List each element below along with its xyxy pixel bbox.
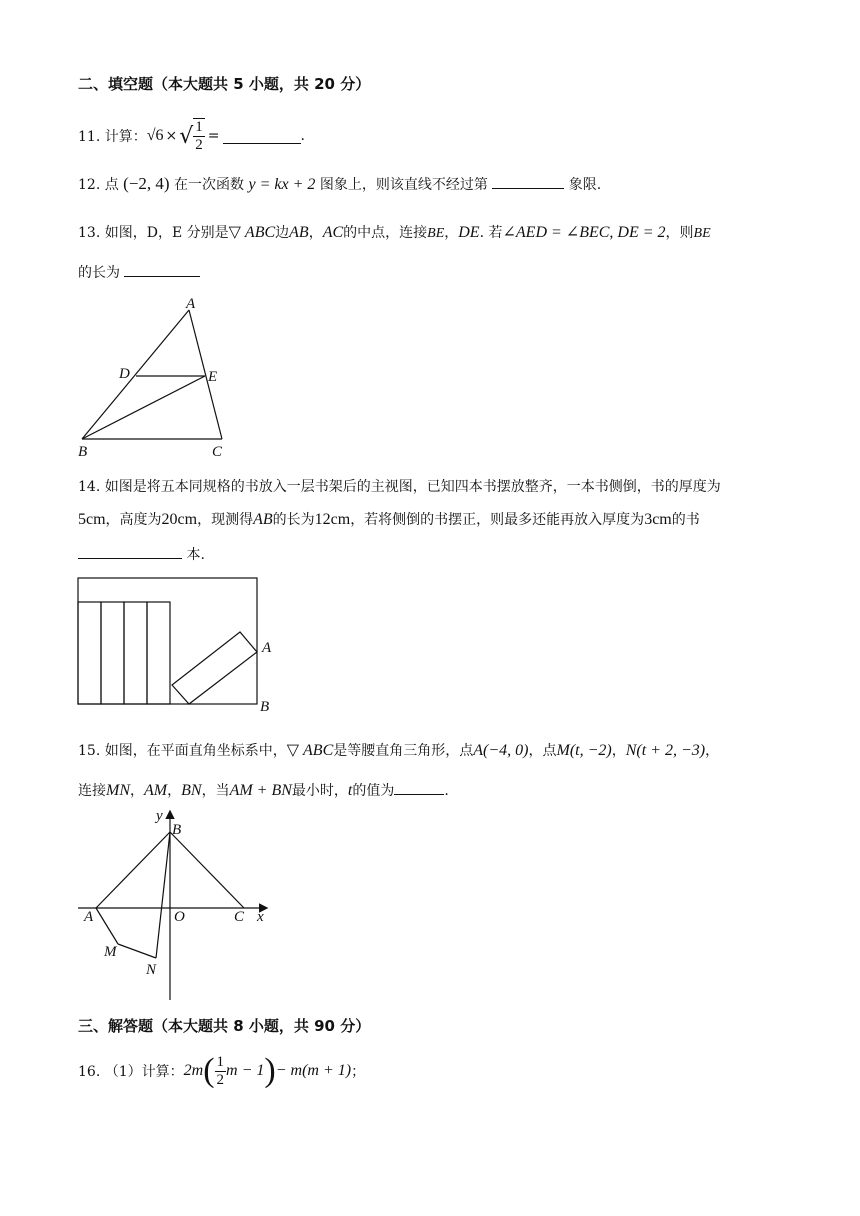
label-c: C (234, 909, 245, 925)
q15-text-2e: 最小时， (291, 783, 348, 799)
section-heading-solutions: 三、解答题（本大题共 8 小题，共 90 分） (78, 1017, 371, 1035)
q13-condition: ∠AED = ∠BEC, DE = 2 (502, 224, 666, 241)
q16-minus-m: − m (275, 1062, 303, 1079)
q15-triangle: ▽ ABC (286, 742, 334, 759)
q14-ab: AB (253, 511, 273, 528)
q16-second-term: (m + 1) (302, 1062, 352, 1079)
q12-prefix: 12. 点 (78, 177, 119, 193)
q16-paren-close: ) (264, 1052, 276, 1089)
q11-sqrt6: √6 (146, 127, 164, 144)
segment-ba (82, 310, 189, 439)
q12-function: y = kx + 2 (248, 176, 316, 193)
q16-coef: 2m (183, 1062, 204, 1079)
q13-text-c: ， (308, 225, 323, 241)
book-4 (147, 602, 170, 704)
q12-mid1: 在一次函数 (174, 177, 245, 193)
label-y: y (156, 808, 163, 824)
q11-prefix: 11. 计算： (78, 129, 147, 145)
label-b: B (78, 444, 88, 460)
q13-line2-text: 的长为 (78, 265, 120, 281)
book-2 (101, 602, 124, 704)
q15-am: AM (144, 782, 168, 799)
question-15-line2 (78, 780, 449, 800)
q14-text-c: 的长为 (272, 512, 315, 528)
label-b: B (260, 699, 270, 715)
q13-text-e: ， (444, 225, 459, 241)
q13-be: BE (427, 226, 445, 241)
q16-inner: m − 1 (226, 1062, 265, 1079)
q13-text-g: ，则 (665, 225, 694, 241)
question-14-line2 (78, 509, 700, 529)
q15-coordinate-figure (74, 804, 274, 1004)
q15-point-m: M(t, −2) (556, 742, 612, 759)
q13-de: DE (458, 224, 480, 241)
q14-text-d: ，若将侧倒的书摆正，则最多还能再放入厚度为 (350, 512, 645, 528)
segment-be (82, 376, 205, 439)
book-1 (78, 602, 101, 704)
q15-point-a: A(−4, 0) (473, 742, 529, 759)
question-14-line3 (78, 544, 205, 564)
book-3 (124, 602, 147, 704)
q13-triangle: ▽ ABC (228, 224, 276, 241)
q15-text-a: 15. 如图，在平面直角坐标系中， (78, 743, 287, 759)
q14-thickness: 5cm (78, 511, 106, 528)
q11-fraction (193, 118, 205, 154)
label-a: A (186, 296, 196, 312)
q15-t: t (347, 782, 353, 799)
question-13-line1 (78, 222, 711, 242)
q14-ab-length: 12cm (314, 511, 351, 528)
q13-text-d: 的中点，连接 (343, 225, 428, 241)
q15-text-c: ，点 (528, 743, 557, 759)
q14-text-a: ，高度为 (105, 512, 162, 528)
label-o: O (174, 909, 185, 925)
q11-sqrt-sign: √ (179, 123, 194, 149)
q11-frac-den: 2 (195, 137, 203, 153)
label-a: A (84, 909, 94, 925)
q15-text-2c: ， (167, 783, 182, 799)
q16-prefix: 16. （1）计算： (78, 1064, 184, 1080)
q14-line1-text: 14. 如图是将五本同规格的书放入一层书架后的主视图，已知四本书摆放整齐，一本书侧倒，书的厚度为 (78, 479, 721, 495)
q15-text-2d: ，当 (201, 783, 230, 799)
q13-answer-blank[interactable] (124, 262, 200, 277)
section-heading-fill-in: 二、填空题（本大题共 5 小题，共 20 分） (78, 75, 371, 93)
q16-fraction (215, 1054, 227, 1089)
question-14-line1 (78, 476, 721, 496)
segment-am (96, 908, 118, 944)
q16-end: ； (351, 1064, 366, 1080)
q15-point-n: N(t + 2, −3) (625, 742, 706, 759)
label-n: N (146, 962, 157, 978)
label-c: C (212, 444, 223, 460)
segment-mn (118, 944, 156, 958)
q15-text-d: ， (611, 743, 626, 759)
q13-ab: AB (289, 224, 309, 241)
segment-nb (156, 832, 170, 958)
question-15-line1 (78, 740, 719, 760)
question-12 (78, 174, 601, 194)
q15-text-e: ， (705, 743, 720, 759)
label-b: B (172, 822, 182, 838)
q14-text-b: ，现测得 (197, 512, 254, 528)
q11-times: × (165, 128, 178, 144)
q12-end: 象限. (568, 177, 602, 193)
q14-height: 20cm (161, 511, 198, 528)
q12-point: (−2, 4) (123, 174, 170, 193)
q14-thickness2: 3cm (644, 511, 672, 528)
label-a: A (262, 640, 272, 656)
segment-bc (170, 832, 244, 908)
label-x: x (257, 909, 264, 925)
q12-mid2: 图象上，则该直线不经过第 (319, 177, 488, 193)
q15-text-2a: 连接 (78, 783, 106, 799)
q15-end: . (444, 783, 449, 799)
q11-equals: = (207, 128, 220, 144)
q13-be2: BE (693, 226, 711, 241)
q13-triangle-figure (74, 292, 234, 460)
q15-text-b: 是等腰直角三角形，点 (333, 743, 474, 759)
q16-paren-open: ( (203, 1052, 215, 1089)
q15-text-2f: 的值为 (352, 783, 395, 799)
q11-frac-num: 1 (195, 119, 203, 135)
q15-mn: MN (106, 782, 130, 799)
q12-answer-blank[interactable] (492, 174, 564, 189)
question-16 (78, 1048, 365, 1094)
shelf-frame (78, 578, 257, 704)
q13-text-b: 边 (275, 225, 290, 241)
q11-answer-blank[interactable] (223, 129, 301, 144)
question-11 (78, 116, 305, 156)
label-m: M (104, 944, 117, 960)
q15-sum: AM + BN (229, 782, 292, 799)
label-d: D (119, 366, 130, 382)
q14-text-e: 的书 (671, 512, 700, 528)
q13-text-a: 13. 如图，D，E 分别是 (78, 225, 229, 241)
q14-answer-blank[interactable] (78, 544, 182, 559)
question-13-line2 (78, 262, 200, 282)
q15-answer-blank[interactable] (394, 780, 444, 795)
q11-end: . (300, 128, 305, 144)
label-e: E (208, 369, 218, 385)
q15-text-2b: ， (130, 783, 144, 799)
q14-bookshelf-figure (74, 574, 284, 716)
q14-line3-text: 本. (186, 547, 205, 563)
q16-frac-den: 2 (216, 1071, 225, 1088)
q16-frac-num: 1 (216, 1053, 225, 1070)
tilted-book (172, 632, 257, 704)
q13-text-f: . 若 (479, 225, 503, 241)
segment-ab (96, 832, 170, 908)
q13-ac: AC (322, 224, 344, 241)
q15-bn: BN (181, 782, 202, 799)
